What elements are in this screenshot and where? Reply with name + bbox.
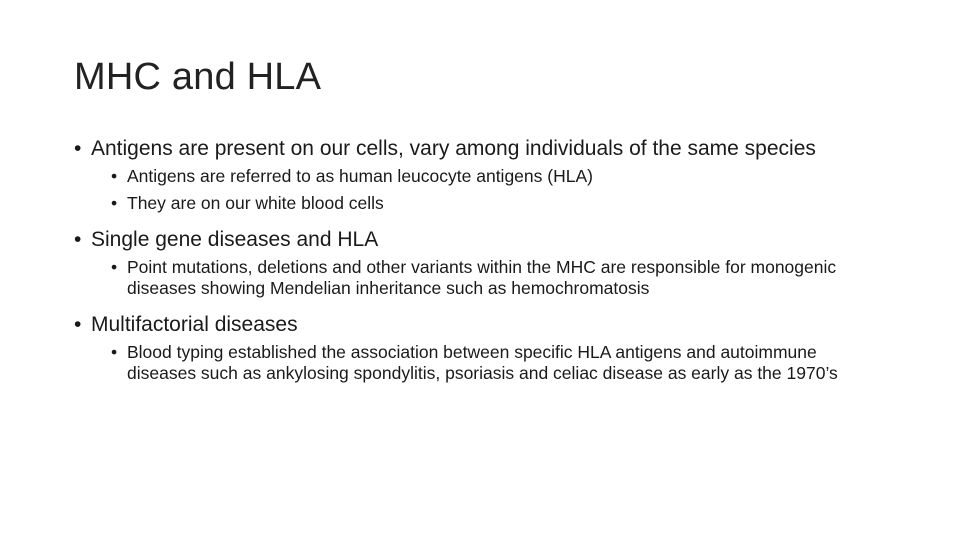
bullet-icon: • <box>111 166 118 186</box>
sub-bullet-text: Point mutations, deletions and other variants within the MHC are responsible for monogenic diseases showing Mendelian inheritance such as hemochromatosis <box>127 257 837 298</box>
sub-bullet-text: They are on our white blood cells <box>127 193 384 213</box>
bullet-point-1 <box>74 136 904 161</box>
bullet-icon: • <box>111 193 118 213</box>
bullet-point-text: Single gene diseases and HLA <box>91 228 379 251</box>
sub-bullet-1-2 <box>74 193 904 214</box>
sub-bullet-2-1 <box>74 257 887 299</box>
bullet-icon: • <box>111 342 118 362</box>
sub-bullet-1-1 <box>74 166 817 187</box>
bullet-icon: • <box>74 137 82 160</box>
sub-bullet-text: Blood typing established the association between specific HLA antigens and autoimmune diseases such as ankylosing spondylitis, psoriasis and celiac disease as early as the 1970’s <box>127 342 838 383</box>
bullet-point-3 <box>74 312 904 337</box>
bullet-point-text: Multifactorial diseases <box>91 313 298 336</box>
bullet-icon: • <box>111 257 118 277</box>
bullet-icon: • <box>74 228 82 251</box>
bullet-point-text: Antigens are present on our cells, vary among individuals of the same species <box>91 137 816 160</box>
bullet-point-2 <box>74 227 904 252</box>
slide-content <box>74 136 904 384</box>
slide-title: MHC and HLA <box>74 56 322 98</box>
sub-bullet-text: Antigens are referred to as human leucocyte antigens (HLA) <box>127 166 593 186</box>
bullet-icon: • <box>74 313 82 336</box>
sub-bullet-3-1 <box>74 342 842 384</box>
